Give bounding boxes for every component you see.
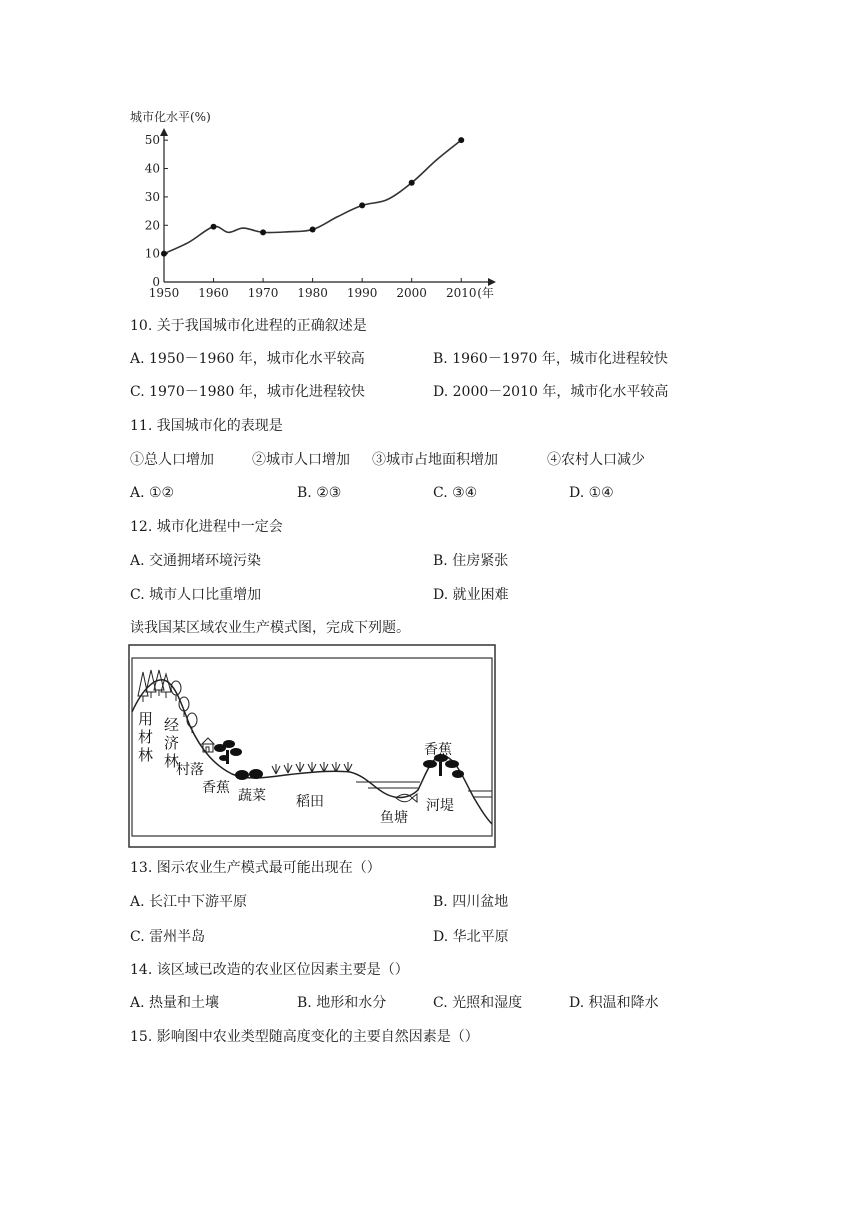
- label-fish-pond: 鱼塘: [380, 810, 408, 826]
- q11-item-4: ④农村人口减少: [547, 452, 645, 468]
- chart-data-point: [458, 137, 464, 143]
- label-timber-forest-1: 用: [138, 710, 154, 728]
- chart-data-point: [310, 227, 316, 233]
- chart-y-tick-label: 0: [152, 275, 160, 289]
- label-village: 村落: [176, 762, 204, 778]
- q11-item-2: ②城市人口增加: [252, 452, 350, 468]
- q11-stem: 11. 我国城市化的表现是: [130, 418, 283, 434]
- q13-option-d: D. 华北平原: [433, 929, 509, 945]
- q12-option-c: C. 城市人口比重增加: [130, 587, 262, 603]
- q10-option-a: A. 1950－1960 年，城市化水平较高: [130, 351, 365, 367]
- q14-option-d: D. 积温和降水: [569, 995, 659, 1011]
- q12-option-a: A. 交通拥堵环境污染: [130, 553, 262, 569]
- q10-option-b: B. 1960－1970 年，城市化进程较快: [433, 351, 668, 367]
- q13-option-a: A. 长江中下游平原: [130, 894, 248, 910]
- label-economic-forest-1: 经: [164, 716, 180, 734]
- urbanization-chart: [126, 104, 502, 302]
- q10-option-d: D. 2000－2010 年，城市化水平较高: [433, 384, 669, 400]
- q11-option-a: A. ①②: [130, 485, 175, 501]
- chart-x-tick-label: 1980: [297, 286, 328, 300]
- agriculture-diagram-svg: [128, 644, 496, 848]
- q11-item-1: ①总人口增加: [130, 452, 214, 468]
- q11-item-3: ③城市占地面积增加: [372, 452, 498, 468]
- chart-y-tick-label: 50: [144, 133, 160, 148]
- label-levee: 河堤: [426, 798, 454, 814]
- label-vegetables: 蔬菜: [238, 788, 266, 804]
- q13-option-c: C. 雷州半岛: [130, 929, 206, 945]
- q12-option-b: B. 住房紧张: [433, 553, 509, 569]
- q13-stem: 13. 图示农业生产模式最可能出现在（）: [130, 860, 381, 876]
- chart-x-axis-arrow: [488, 278, 496, 286]
- chart-y-tick-label: 40: [144, 161, 160, 176]
- label-timber-forest-3: 林: [138, 746, 154, 764]
- q13-option-b: B. 四川盆地: [433, 894, 509, 910]
- chart-y-tick-label: 10: [144, 246, 160, 261]
- q15-stem: 15. 影响图中农业类型随高度变化的主要自然因素是（）: [130, 1029, 479, 1045]
- label-paddy: 稻田: [296, 794, 324, 810]
- q11-option-d: D. ①④: [569, 485, 614, 501]
- chart-y-tick-label: 30: [144, 189, 160, 204]
- chart-x-tick-label: 1970: [247, 286, 279, 300]
- q12-option-d: D. 就业困难: [433, 587, 509, 603]
- chart-y-axis-arrow: [160, 128, 168, 136]
- q10-option-c: C. 1970－1980 年，城市化进程较快: [130, 384, 365, 400]
- chart-series-line: [164, 140, 461, 253]
- q14-option-a: A. 热量和土壤: [130, 995, 220, 1011]
- q11-option-b: B. ②③: [297, 485, 342, 501]
- chart-x-tick-label: 2010: [445, 286, 477, 300]
- q14-stem: 14. 该区域已改造的农业区位因素主要是（）: [130, 962, 409, 978]
- agriculture-pattern-diagram: [128, 644, 496, 848]
- label-banana-left: 香蕉: [202, 780, 230, 796]
- chart-data-point: [161, 251, 167, 257]
- label-timber-forest-2: 材: [138, 728, 154, 746]
- chart-data-point: [211, 224, 217, 230]
- urbanization-chart-svg: [126, 104, 502, 302]
- chart-x-tick-label: 1950: [148, 286, 180, 300]
- diagram-intro: 读我国某区域农业生产模式图，完成下列题。: [130, 620, 410, 636]
- chart-data-point: [260, 229, 266, 235]
- chart-data-point: [359, 202, 365, 208]
- chart-x-tick-label: 1960: [198, 286, 229, 300]
- q10-stem: 10. 关于我国城市化进程的正确叙述是: [130, 318, 367, 334]
- q12-stem: 12. 城市化进程中一定会: [130, 519, 283, 535]
- q14-option-b: B. 地形和水分: [297, 995, 387, 1011]
- label-economic-forest-3: 林: [164, 752, 180, 770]
- chart-data-point: [409, 180, 415, 186]
- chart-y-axis-label: 城市化水平(%): [130, 110, 211, 124]
- chart-y-tick-label: 20: [144, 218, 160, 233]
- chart-x-tick-label: 2000: [396, 286, 427, 300]
- chart-x-unit-label: (年: [477, 286, 494, 300]
- q11-option-c: C. ③④: [433, 485, 478, 501]
- label-banana-right: 香蕉: [424, 742, 452, 758]
- chart-x-tick-label: 1990: [346, 286, 378, 300]
- q14-option-c: C. 光照和湿度: [433, 995, 523, 1011]
- label-economic-forest-2: 济: [164, 734, 180, 752]
